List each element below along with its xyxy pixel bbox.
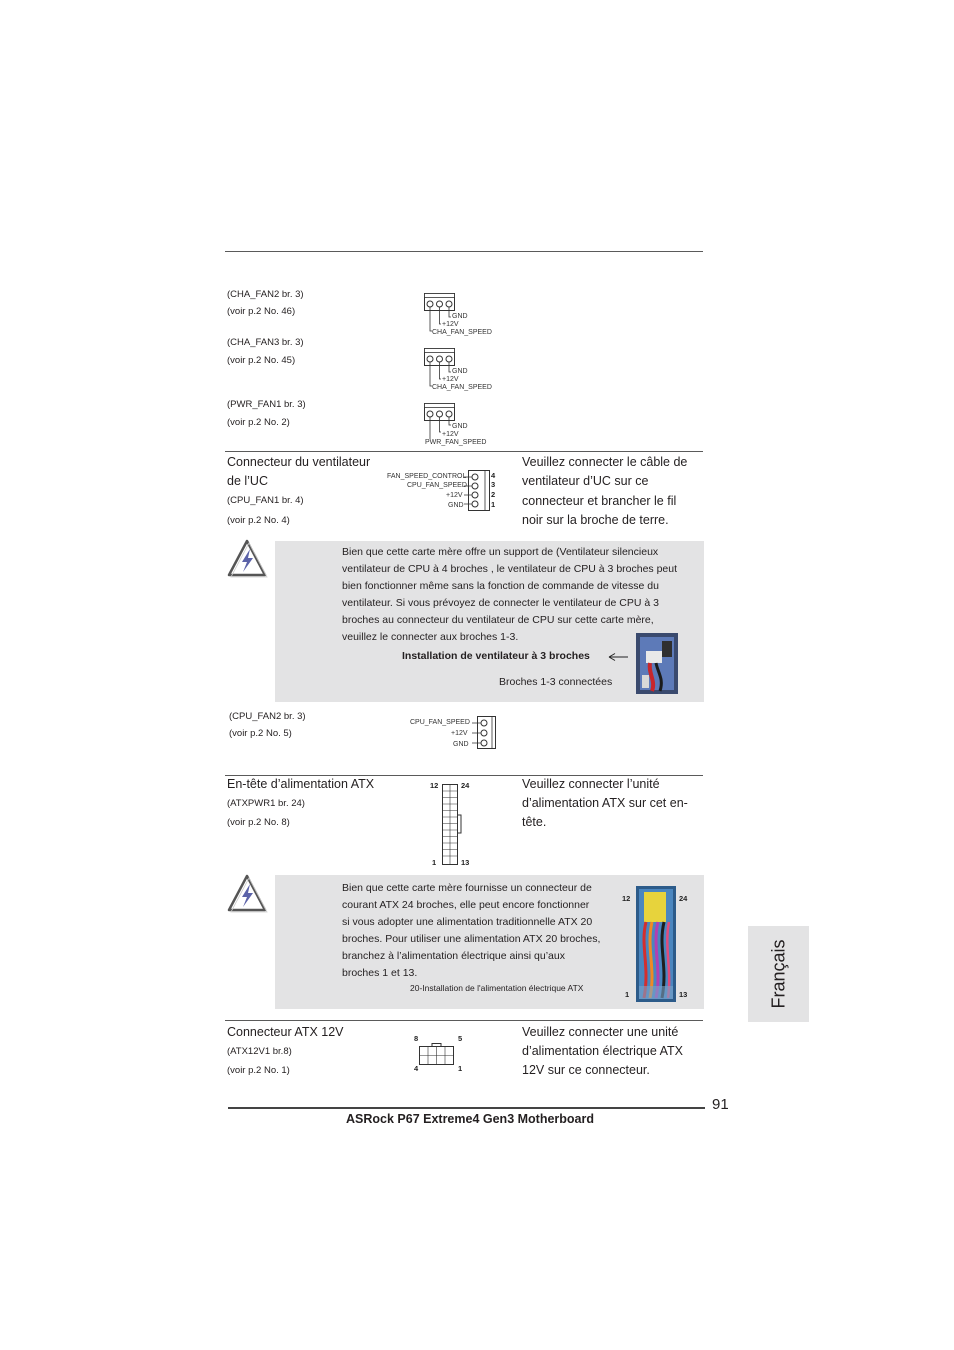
atx-desc-3: tête. — [522, 815, 547, 829]
atx-pin-24: 24 — [461, 781, 470, 790]
cpu-fan-pin-control: FAN_SPEED_CONTROL — [387, 473, 467, 480]
cpu-fan2-pin-12v: +12V — [451, 730, 468, 737]
atx-see: (voir p.2 No. 8) — [227, 817, 290, 828]
cha-fan3-ref: (CHA_FAN3 br. 3) — [227, 337, 304, 348]
atx12v-pin-8: 8 — [414, 1034, 419, 1043]
note-line: ventilateur. Si vous prévoyez de connecter le ventilateur de CPU à 3 — [342, 597, 659, 609]
note-line: si vous adopter une alimentation traditionnelle ATX 20 — [342, 916, 593, 928]
page-number: 91 — [712, 1096, 729, 1113]
cpu-fan-diagram — [464, 470, 490, 512]
cpu-fan2-see: (voir p.2 No. 5) — [229, 728, 292, 739]
note-line: ventilateur de CPU à 4 broches , le ventilateur de CPU à 3 broches peut — [342, 563, 678, 575]
note-line: courant ATX 24 broches, elle peut encore fonctionner — [342, 899, 590, 911]
atx-ref: (ATXPWR1 br. 24) — [227, 798, 305, 809]
atx12v-title: Connecteur ATX 12V — [227, 1025, 344, 1039]
cpu-fan-pin-gnd: GND — [448, 502, 464, 509]
atx-desc-1: Veuillez connecter l’unité — [522, 777, 660, 791]
cpu-fan-ref: (CPU_FAN1 br. 4) — [227, 495, 304, 506]
install-3pin-label: Installation de ventilateur à 3 broches — [402, 650, 590, 662]
note-line: Bien que cette carte mère offre un support de (Ventilateur silencieux — [342, 546, 659, 558]
cpu-fan-pin-speed: CPU_FAN_SPEED — [407, 482, 467, 489]
product-name: ASRock P67 Extreme4 Gen3 Motherboard — [346, 1112, 594, 1126]
cha-fan3-pin-gnd: GND — [452, 368, 468, 375]
atx-pin-13: 13 — [461, 858, 470, 867]
cpu-fan2-diagram — [472, 716, 498, 750]
pwr-fan1-see: (voir p.2 No. 2) — [227, 417, 290, 428]
atx-photo-pin-24: 24 — [679, 894, 688, 903]
cha-fan2-pin-12v: +12V — [442, 321, 459, 328]
atx-note-text — [342, 880, 632, 982]
header-rule — [225, 251, 703, 252]
cpu-fan-title-2: de l’UC — [227, 474, 268, 488]
note-line: broches. Pour utiliser une alimentation ATX 20 broches, — [342, 933, 601, 945]
atx-photo-pin-1: 1 — [625, 990, 630, 999]
cpu-fan-desc-3: connecteur et brancher le fil — [522, 494, 677, 508]
atx-title: En-tête d’alimentation ATX — [227, 777, 375, 791]
atx12v-pin-5: 5 — [458, 1034, 463, 1043]
note-line: veuillez le connecter aux broches 1-3. — [342, 631, 519, 643]
atx12v-pin-4: 4 — [414, 1064, 419, 1073]
cha-fan2-ref: (CHA_FAN2 br. 3) — [227, 289, 304, 300]
arrow-left-icon — [607, 652, 629, 662]
cpu-fan-see: (voir p.2 No. 4) — [227, 515, 290, 526]
language-tab — [748, 926, 809, 1022]
cpu-fan2-ref: (CPU_FAN2 br. 3) — [229, 711, 306, 722]
note-line: Bien que cette carte mère fournisse un connecteur de — [342, 882, 592, 894]
cha-fan2-pin-speed: CHA_FAN_SPEED — [432, 329, 492, 336]
cpu-fan2-pin-gnd: GND — [453, 741, 469, 748]
warning-icon — [226, 538, 268, 578]
pwr-fan1-ref: (PWR_FAN1 br. 3) — [227, 399, 306, 410]
language-tab-label: Français — [768, 939, 788, 1009]
atx12v-pin-1: 1 — [458, 1064, 463, 1073]
atx24-diagram — [441, 783, 463, 867]
atx-photo-pin-12: 12 — [622, 894, 631, 903]
pins-connected-label: Broches 1-3 connectées — [499, 676, 613, 688]
cha-fan2-pin-gnd: GND — [452, 313, 468, 320]
cpu-fan-pin-number-4: 4 — [491, 471, 496, 480]
atx-install-photo — [636, 886, 676, 1002]
cpu-fan-desc-2: ventilateur d’UC sur ce — [522, 474, 649, 488]
cpu-fan-pin-number-3: 3 — [491, 480, 496, 489]
cha-fan3-pin-speed: CHA_FAN_SPEED — [432, 384, 492, 391]
cpu-fan-note-text — [342, 544, 704, 646]
note-line: bien fonctionner même sans la fonction de commande de vitesse du — [342, 580, 659, 592]
note-line: branchez à l’alimentation électrique ainsi qu’aux — [342, 950, 565, 962]
cha-fan3-see: (voir p.2 No. 45) — [227, 355, 296, 366]
cpu-fan-rule — [225, 451, 703, 452]
atx12v-see: (voir p.2 No. 1) — [227, 1065, 290, 1076]
atx12v-desc-2: d’alimentation électrique ATX — [522, 1044, 683, 1058]
atx-desc-2: d’alimentation ATX sur cet en- — [522, 796, 688, 810]
cha-fan2-see: (voir p.2 No. 46) — [227, 306, 296, 317]
cpu-fan-pin-number-2: 2 — [491, 490, 496, 499]
note-line: broches 1 et 13. — [342, 967, 418, 979]
cpu-fan-desc-1: Veuillez connecter le câble de — [522, 455, 688, 469]
atx12v-rule — [225, 1020, 703, 1021]
cha-fan3-pin-12v: +12V — [442, 376, 459, 383]
fan-install-photo — [636, 633, 678, 694]
atx12v-desc-1: Veuillez connecter une unité — [522, 1025, 679, 1039]
atx12v-ref: (ATX12V1 br.8) — [227, 1046, 292, 1057]
warning-icon — [226, 873, 268, 913]
note-line: broches au connecteur du ventilateur de CPU sur cette carte mère, — [342, 614, 654, 626]
cpu-fan2-pin-speed: CPU_FAN_SPEED — [410, 719, 470, 726]
atx-pin-12: 12 — [430, 781, 439, 790]
cpu-fan-pin-number-1: 1 — [491, 500, 496, 509]
footer-rule — [228, 1107, 705, 1109]
atx12v-desc-3: 12V sur ce connecteur. — [522, 1063, 650, 1077]
atx-pin-1: 1 — [432, 858, 437, 867]
cpu-fan-pin-12v: +12V — [446, 492, 463, 499]
atx-install-caption: 20-Installation de l'alimentation électrique ATX — [410, 983, 584, 993]
pwr-fan1-pin-12v: +12V — [442, 431, 459, 438]
cpu-fan-desc-4: noir sur la broche de terre. — [522, 513, 669, 527]
cpu-fan-title-1: Connecteur du ventilateur — [227, 455, 371, 469]
pwr-fan1-pin-speed: PWR_FAN_SPEED — [425, 439, 487, 446]
atx-photo-pin-13: 13 — [679, 990, 688, 999]
pwr-fan1-pin-gnd: GND — [452, 423, 468, 430]
atx12v-diagram — [418, 1042, 458, 1068]
